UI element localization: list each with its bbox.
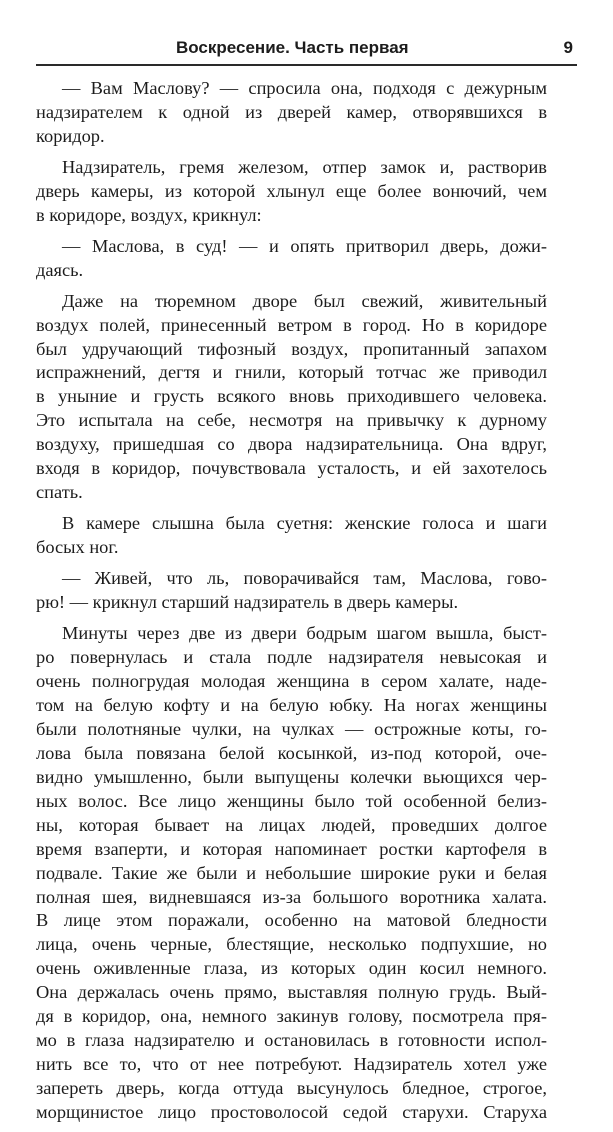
- text-line: видно умышленно, были выпущены колечки вьющихся чер-: [36, 766, 547, 787]
- text-line: входя в коридор, почувствовала усталость, и ей захотелось: [36, 458, 547, 479]
- paragraph: [36, 290, 547, 506]
- text-line: в уныние и грусть всякого вновь приходившего человека.: [36, 386, 547, 407]
- paragraph: [36, 156, 547, 228]
- text-line: Она держалась очень прямо, выставляя полную грудь. Вый-: [36, 982, 547, 1003]
- body-text: [36, 77, 547, 1132]
- text-line: — Вам Маслову? — спросила она, подходя с дежурным: [62, 78, 547, 98]
- text-line: Это испытала на себе, несмотря на привычку к дурному: [36, 410, 547, 431]
- text-line: надзирателем к одной из дверей камер, отворявшихся в: [36, 101, 547, 122]
- running-header: [36, 36, 577, 66]
- text-line: Минуты через две из двери бодрым шагом вышла, быст-: [62, 623, 547, 644]
- text-line: лова была повязана белой косынкой, из-под которой, оче-: [36, 742, 547, 763]
- text-line: даясь.: [36, 259, 84, 280]
- text-line: рю! — крикнул старший надзиратель в дверь камеры.: [36, 592, 459, 613]
- text-line: воздух полей, принесенный ветром в город. Но в коридоре: [36, 314, 547, 335]
- text-line: коридор.: [36, 125, 105, 146]
- text-line: В лице этом поражали, особенно на матовой бледности: [36, 910, 547, 931]
- paragraph: [36, 235, 547, 283]
- text-line: босых ног.: [36, 537, 119, 558]
- paragraph: [36, 622, 547, 1125]
- text-line: В камере слышна была суетня: женские голоса и шаги: [62, 513, 547, 534]
- text-line: подвале. Такие же были и небольшие широкие руки и белая: [36, 862, 547, 883]
- text-line: мо в глаза надзирателю и остановилась в готовности испол-: [36, 1030, 547, 1051]
- text-line: дверь камеры, из которой хлынул еще более вонючий, чем: [36, 180, 547, 201]
- text-line: испражнений, дегтя и гнили, который тотчас же приводил: [36, 362, 547, 383]
- text-line: был удручающий тифозный воздух, пропитанный запахом: [36, 338, 547, 359]
- text-line: в коридоре, воздух, крикнул:: [36, 204, 262, 225]
- text-line: запереть дверь, когда оттуда высунулось бледное, строгое,: [36, 1078, 547, 1099]
- text-line: — Маслова, в суд! — и опять притворил дверь, дожи-: [62, 235, 547, 256]
- text-line: Надзиратель, гремя железом, отпер замок и, растворив: [62, 156, 547, 177]
- text-line: том на белую кофту и на белую юбку. На ногах женщины: [36, 694, 547, 715]
- text-line: были полотняные чулки, на чулках — острожные коты, го-: [36, 718, 547, 739]
- text-line: лица, очень черные, блестящие, несколько подпухшие, но: [36, 934, 547, 955]
- text-line: воздуху, пришедшая со двора надзирательница. Она вдруг,: [36, 434, 547, 455]
- text-line: дя в коридор, она, немного закинув голову, посмотрела пря-: [36, 1006, 547, 1027]
- paragraph: [36, 77, 547, 149]
- page-number: 9: [563, 38, 573, 57]
- text-line: ных волос. Все лицо женщины было той особенной белиз-: [36, 790, 547, 811]
- text-line: — Живей, что ль, поворачивайся там, Маслова, гово-: [62, 568, 547, 589]
- paragraph: [36, 512, 547, 560]
- paragraph: [36, 567, 547, 615]
- text-line: время взаперти, и которая напоминает ростки картофеля в: [36, 838, 547, 859]
- text-line: ны, которая бывает на лицах людей, проведших долгое: [36, 814, 547, 835]
- text-line: спать.: [36, 482, 83, 503]
- text-line: нить все то, что от нее потребуют. Надзиратель хотел уже: [36, 1054, 547, 1075]
- text-line: ро повернулась и стала подле надзирателя невысокая и: [36, 646, 547, 667]
- running-title: Воскресение. Часть первая: [176, 38, 409, 57]
- text-line: очень полногрудая молодая женщина в сером халате, надe-: [36, 670, 547, 691]
- text-line: очень оживленные глаза, из которых один косил немного.: [36, 958, 547, 979]
- text-line: Даже на тюремном дворе был свежий, живительный: [62, 290, 547, 311]
- text-line: полная шея, видневшаяся из-за большого воротника халата.: [36, 886, 547, 907]
- text-line: морщинистое лицо простоволосой седой старухи. Старуха: [36, 1102, 547, 1123]
